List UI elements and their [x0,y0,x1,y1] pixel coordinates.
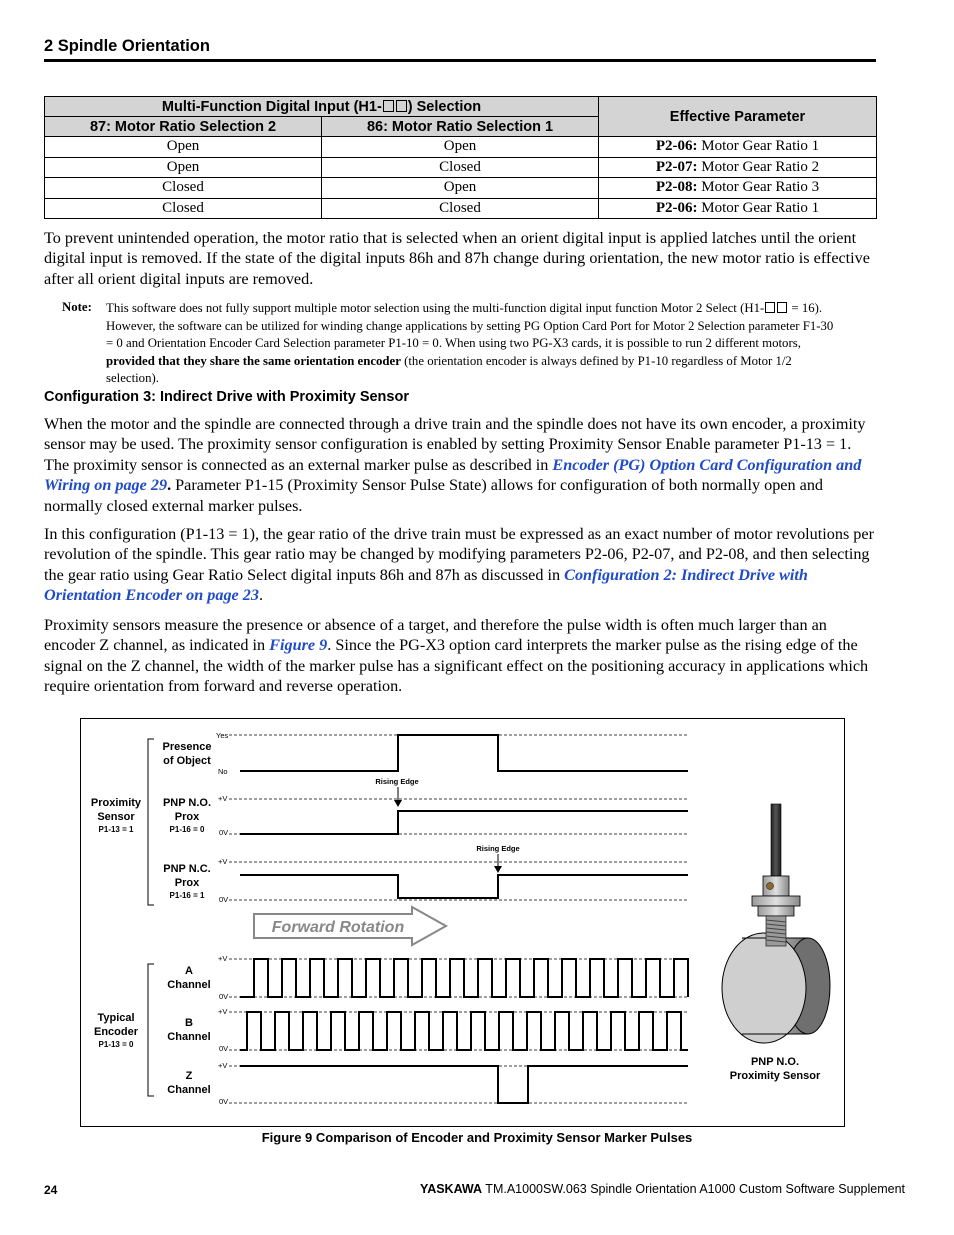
svg-text:No: No [218,767,228,776]
table-row: Open Open P2-06: Motor Gear Ratio 1 [45,137,877,158]
figure-caption: Figure 9 Comparison of Encoder and Proximity Sensor Marker Pulses [261,1130,693,1145]
table-group-header: Multi-Function Digital Input (H1- ) Selection [45,97,599,117]
paragraph-gear-ratio: In this configuration (P1-13 = 1), the gear ratio of the drive train must be expressed as an exact number of motor revolutions per revolution of the spindle. This gear ratio may be changed by modifying parameters P2-06, P2-07, and P2-08, and then selecting the gear ratio using Gear Ratio Select digital inputs 86h and 87h as discussed in Configuration 2: Indirect Drive with Orientation Encoder on page 23. [44,525,874,605]
label-presence: Presence of Object [162,741,212,767]
svg-text:+V: +V [218,954,228,963]
paragraph-latch: To prevent unintended operation, the motor ratio that is selected when an orient digital input is applied latches until the orient digital input is removed. If the state of the digital inputs 86h and 87h change during orientation, the new motor ratio is effective after all orient digital inputs are removed. [44,229,870,288]
label-sensor-line1: PNP N.O. Proximity Sensor [729,1056,821,1082]
link-configuration-2[interactable]: Configuration 2: Indirect Drive with Orientation Encoder on page 23 [44,565,808,605]
link-figure-9[interactable]: Figure 9 [269,636,328,655]
link-encoder-option-card[interactable]: Encoder (PG) Option Card Configuration and Wiring on page 29 [44,455,862,495]
waveform-a-channel [240,959,688,997]
waveform-presence [240,735,688,771]
table-row: Closed Open P2-08: Motor Gear Ratio 3 [45,178,877,199]
label-p1-13-0: P1-13 = 0 [98,1040,134,1049]
svg-text:0V: 0V [219,1044,229,1053]
waveform-pnp-nc [240,875,688,898]
svg-text:+V: +V [218,857,228,866]
label-typical-encoder: Typical Encoder [93,1012,139,1038]
section-title: 2 Spindle Orientation [44,37,210,55]
svg-text:0V: 0V [219,992,229,1001]
label-a-channel: A Channel [167,965,211,991]
footer-doc: YASKAWA TM.A1000SW.063 Spindle Orientation A1000 Custom Software Supplement [420,1182,905,1196]
proximity-sensor-illustration [721,804,830,1044]
svg-text:+V: +V [218,794,228,803]
bracket-encoder [148,964,154,1096]
waveform-pnp-no [240,811,688,834]
table-header-87: 87: Motor Ratio Selection 2 [45,117,322,137]
bracket-proximity [148,739,154,905]
arrowhead-rising-edge-1 [394,800,402,807]
svg-text:0V: 0V [219,895,229,904]
table-header-effective: Effective Parameter [599,97,877,137]
label-forward-rotation: Forward Rotation [271,919,405,936]
svg-text:+V: +V [218,1007,228,1016]
paragraph-pulse-width: Proximity sensors measure the presence or absence of a target, and therefore the pulse width is often much larger than an encoder Z channel, as indicated in Figure 9. Since the PG-X3 option card interprets the marker pulse as the rising edge of the signal on the Z channel, the width of the marker pulse has a significant effect on the positioning accuracy in applications which require orientation from forward and reverse operation. [44,616,869,696]
waveform-z-channel [240,1066,688,1103]
subheading-config3: Configuration 3: Indirect Drive with Proximity Sensor [44,389,409,405]
table-row: Open Closed P2-07: Motor Gear Ratio 2 [45,157,877,178]
label-b-channel: B Channel [167,1017,211,1043]
note-body: This software does not fully support multiple motor selection using the multi-function digital input function Motor 2 Select (H1- = 16). However, the software can be utilized for winding change applications by setting PG Option Card Port for Motor 2 Selection parameter F1-30 = 0 and Orientation Encoder Card Selection parameter P1-10 = 0. When using two PG-X3 cards, it is possible to run 2 different motors, provided that they share the same orientation encoder (the orientation encoder is always defined by P1-10 regardless of Motor 1/2 selection). [106,301,834,385]
svg-text:Yes: Yes [216,731,229,740]
svg-text:0V: 0V [219,828,229,837]
label-pnp-nc: PNP N.C. Prox [163,863,211,889]
label-rising-edge-2: Rising Edge [476,844,520,853]
label-p1-13-1: P1-13 = 1 [98,825,134,834]
arrowhead-rising-edge-2 [494,866,502,873]
table-header-86: 86: Motor Ratio Selection 1 [322,117,599,137]
label-z-channel: Z Channel [167,1070,211,1096]
prox-waveforms [240,735,688,898]
svg-text:+V: +V [218,1061,228,1070]
paragraph-proximity: When the motor and the spindle are connected through a drive train and the spindle does not have its own encoder, a proximity sensor may be used. The proximity sensor configuration is enabled by setting Proximity Sensor Enable parameter P1-13 = 1. The proximity sensor is connected as an external marker pulse as described in Encoder (PG) Option Card Configuration and Wiring on page 29. Parameter P1-15 (Proximity Sensor Pulse State) allows for configuration of both normally open and normally closed external marker pulses. [44,415,866,515]
table-row: Closed Closed P2-06: Motor Gear Ratio 1 [45,198,877,219]
label-pnp-no: PNP N.O. Prox [162,797,212,823]
label-rising-edge-1: Rising Edge [375,777,419,786]
encoder-waveforms [240,959,688,1103]
label-p1-16-1: P1-16 = 1 [169,891,205,900]
page-number: 24 [44,1183,58,1197]
label-proximity-sensor: Proximity Sensor [90,797,142,823]
label-p1-16-0: P1-16 = 0 [169,825,205,834]
waveform-b-channel [240,1012,688,1050]
svg-text:0V: 0V [219,1097,229,1106]
note-label: Note: [62,300,92,314]
level-labels [216,731,228,1106]
